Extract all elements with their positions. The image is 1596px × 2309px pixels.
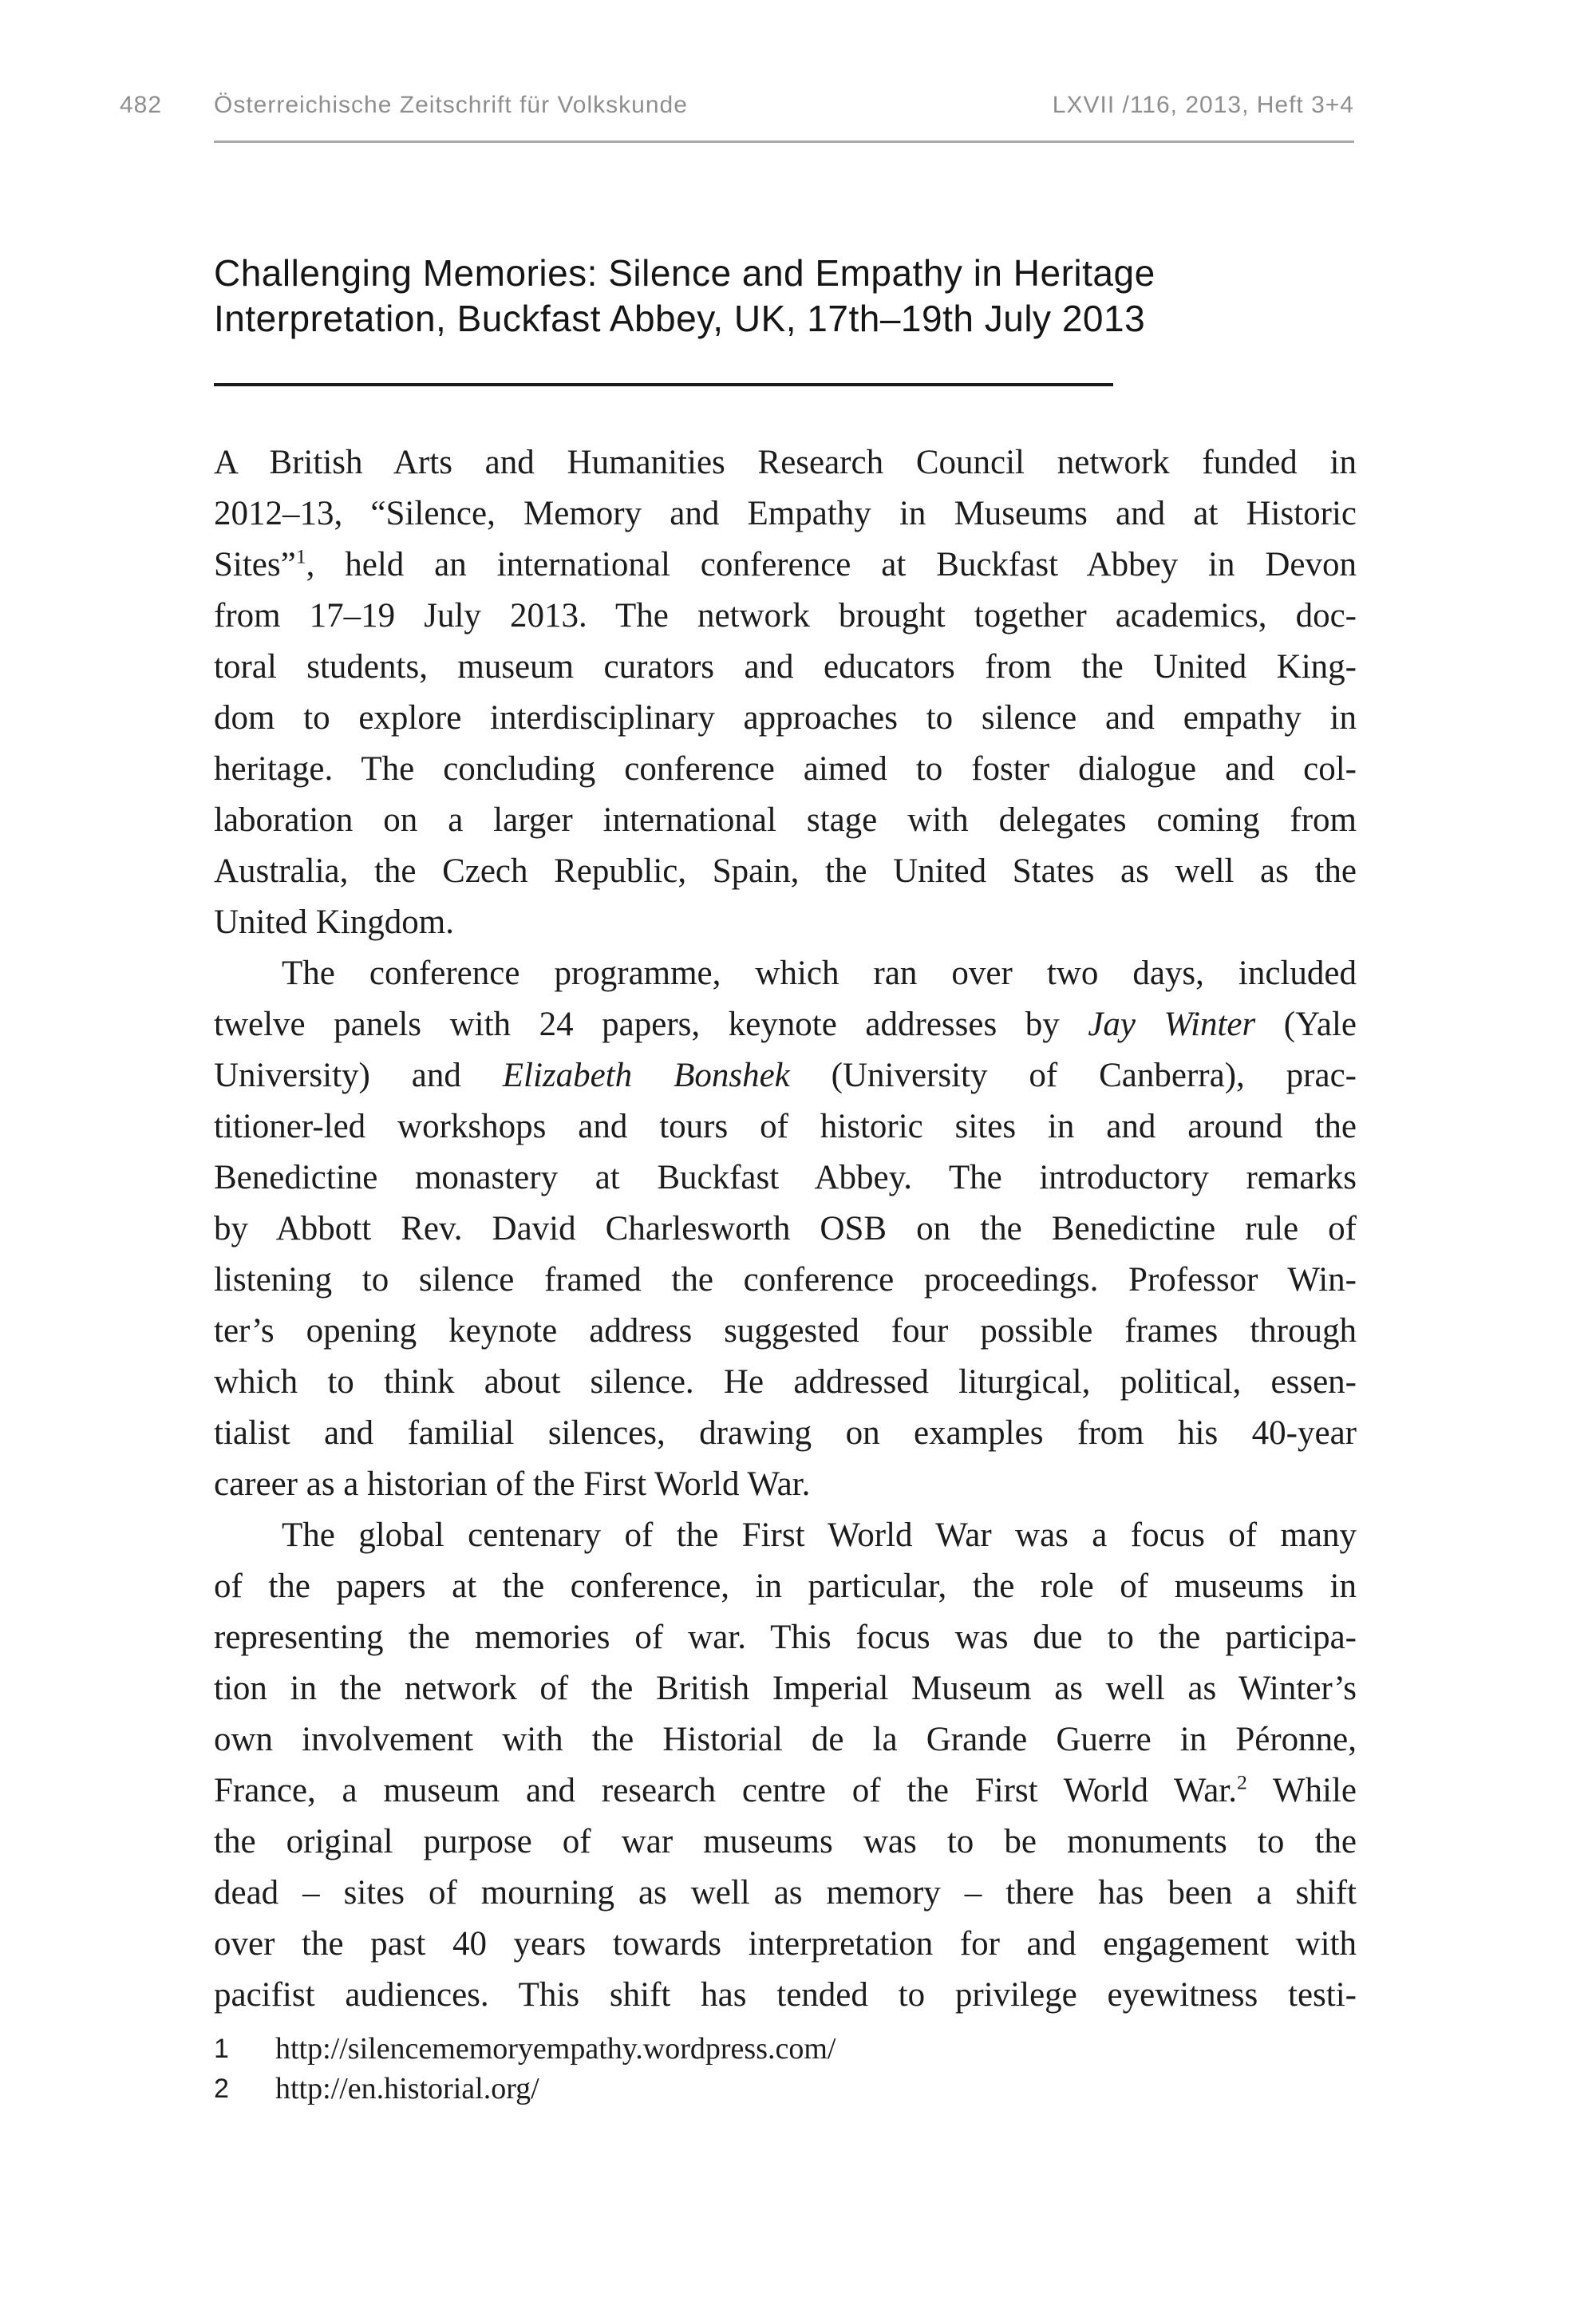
footnote bbox=[214, 2069, 1357, 2109]
text-line: Benedictine monastery at Buckfast Abbey. The introductory remarks bbox=[214, 1159, 1357, 1196]
text-line: titioner-led workshops and tours of historic sites in and around the bbox=[214, 1108, 1357, 1145]
text-line: dom to explore interdisciplinary approaches to silence and empathy in bbox=[214, 699, 1357, 737]
article-body bbox=[214, 437, 1357, 2021]
text-line: by Abbott Rev. David Charlesworth OSB on the Benedictine rule of bbox=[214, 1210, 1357, 1247]
text-line: twelve panels with 24 papers, keynote addresses by Jay Winter (Yale bbox=[214, 1006, 1357, 1043]
text-line: dead – sites of mourning as well as memory – there has been a shift bbox=[214, 1874, 1357, 1912]
text-line: career as a historian of the First World War. bbox=[214, 1465, 811, 1503]
footnote-url: http://silencememoryempathy.wordpress.com/ bbox=[275, 2032, 836, 2066]
text-line: The global centenary of the First World War was a focus of many bbox=[282, 1516, 1357, 1554]
paragraph bbox=[214, 1510, 1357, 2021]
footnote bbox=[214, 2029, 1357, 2069]
text-line: University) and Elizabeth Bonshek (University of Canberra), prac- bbox=[214, 1057, 1357, 1094]
text-line: pacifist audiences. This shift has tended to privilege eyewitness testi- bbox=[214, 1976, 1357, 2014]
text-line: representing the memories of war. This focus was due to the participa- bbox=[214, 1619, 1357, 1656]
header-rule bbox=[214, 140, 1354, 143]
article-title-line-1: Challenging Memories: Silence and Empathy in Heritage bbox=[214, 252, 1156, 294]
text-line: A British Arts and Humanities Research Council network funded in bbox=[214, 444, 1357, 481]
article-title bbox=[214, 251, 1357, 342]
title-rule bbox=[214, 383, 1113, 386]
text-line: over the past 40 years towards interpretation for and engagement with bbox=[214, 1925, 1357, 1963]
paragraph bbox=[214, 437, 1357, 948]
issue-info: LXVII /116, 2013, Heft 3+4 bbox=[1052, 92, 1354, 118]
text-line: 2012–13, “Silence, Memory and Empathy in Museums and at Historic bbox=[214, 495, 1357, 532]
text-line: which to think about silence. He addressed liturgical, political, essen- bbox=[214, 1363, 1357, 1401]
footnotes bbox=[214, 2029, 1357, 2109]
text-line: heritage. The concluding conference aimed to foster dialogue and col- bbox=[214, 750, 1357, 788]
text-line: The conference programme, which ran over two days, included bbox=[282, 955, 1357, 992]
text-line: of the papers at the conference, in particular, the role of museums in bbox=[214, 1568, 1357, 1605]
journal-title: Österreichische Zeitschrift für Volkskunde bbox=[214, 92, 688, 118]
footnote-url: http://en.historial.org/ bbox=[275, 2072, 539, 2105]
text-line: Australia, the Czech Republic, Spain, the United States as well as the bbox=[214, 852, 1357, 890]
text-line: tion in the network of the British Imperial Museum as well as Winter’s bbox=[214, 1670, 1357, 1707]
footnote-number: 2 bbox=[214, 2074, 229, 2104]
text-line: own involvement with the Historial de la Grande Guerre in Péronne, bbox=[214, 1721, 1357, 1758]
text-line: tialist and familial silences, drawing on examples from his 40-year bbox=[214, 1414, 1357, 1452]
text-line: ter’s opening keynote address suggested four possible frames through bbox=[214, 1312, 1357, 1350]
text-line: United Kingdom. bbox=[214, 903, 454, 941]
text-line: listening to silence framed the conference proceedings. Professor Win- bbox=[214, 1261, 1357, 1299]
text-line: laboration on a larger international stage with delegates coming from bbox=[214, 801, 1357, 839]
text-line: toral students, museum curators and educators from the United King- bbox=[214, 648, 1357, 686]
text-line: the original purpose of war museums was to be monuments to the bbox=[214, 1823, 1357, 1860]
text-line: from 17–19 July 2013. The network brought together academics, doc- bbox=[214, 597, 1357, 635]
text-line: France, a museum and research centre of the First World War.$^2$ While bbox=[214, 1770, 1357, 1809]
article-title-line-2: Interpretation, Buckfast Abbey, UK, 17th–19th July 2013 bbox=[214, 298, 1146, 339]
paragraph bbox=[214, 948, 1357, 1510]
page-number: 482 bbox=[120, 92, 163, 118]
footnote-number: 1 bbox=[214, 2034, 229, 2064]
text-line: Sites”$^1$, held an international conference at Buckfast Abbey in Devon bbox=[214, 544, 1357, 583]
